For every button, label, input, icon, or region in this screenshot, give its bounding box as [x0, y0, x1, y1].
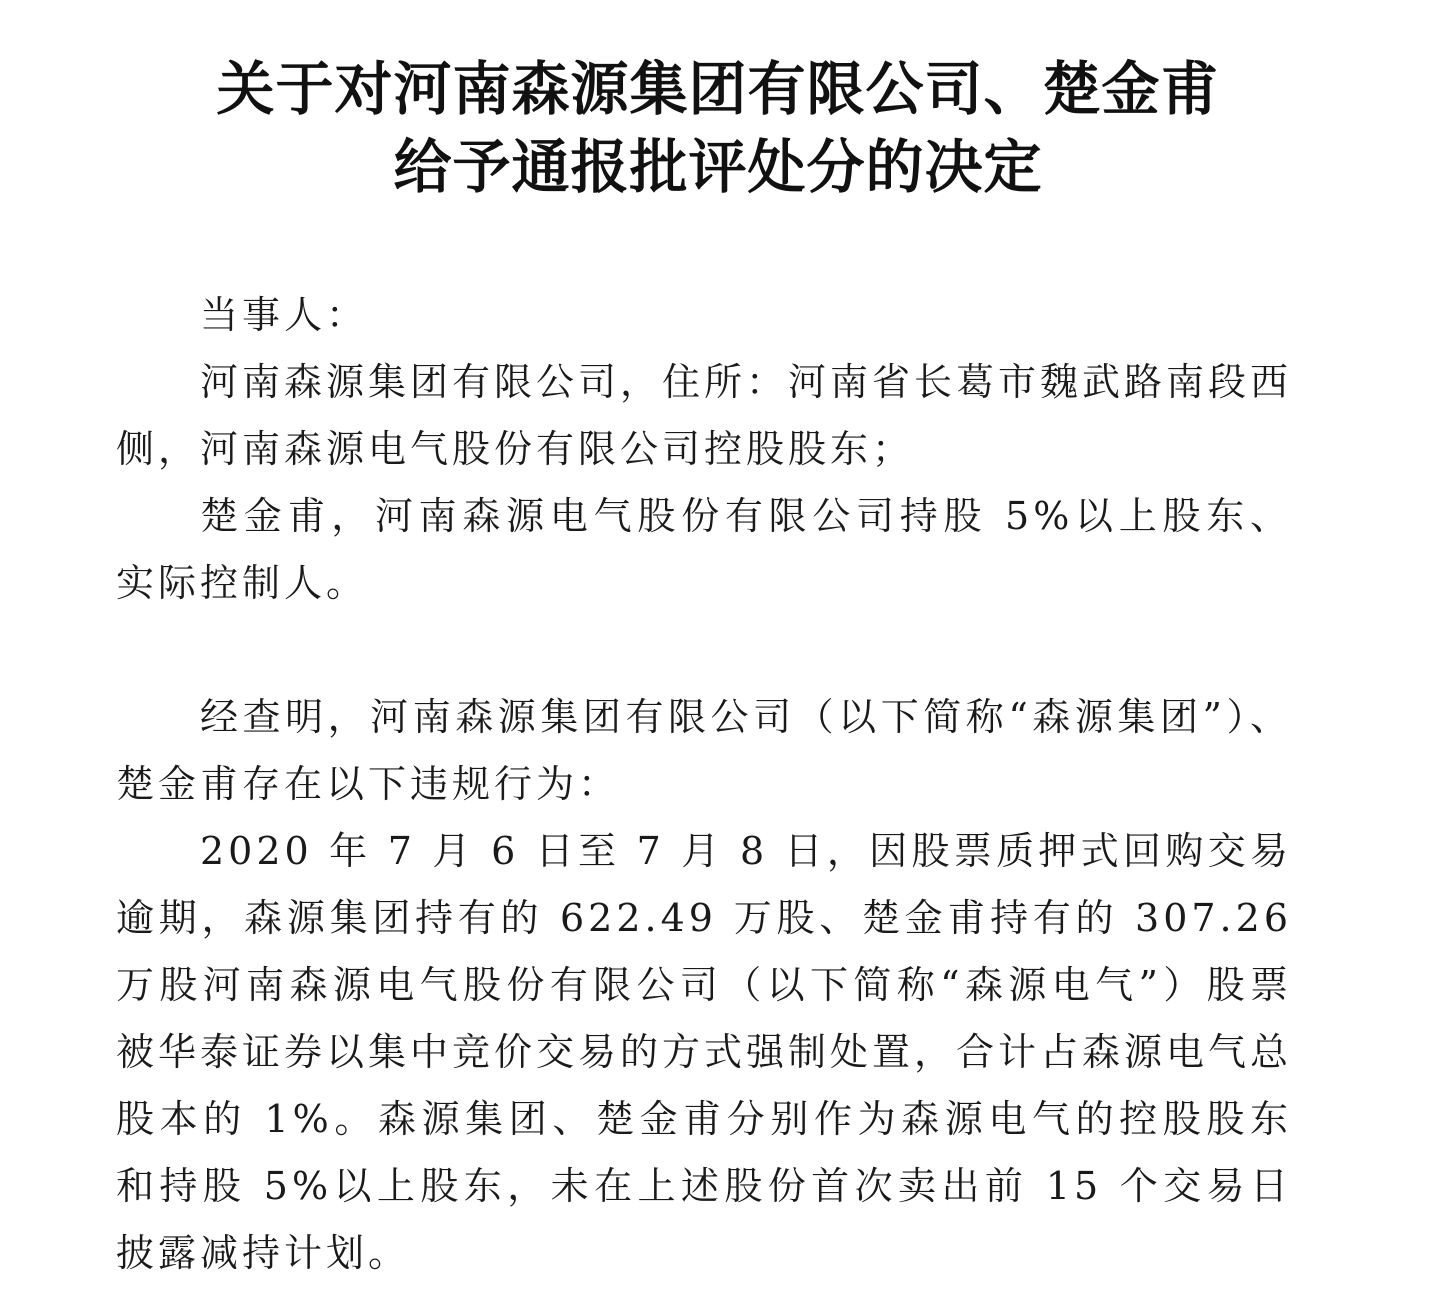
findings-intro: 经查明，河南森源集团有限公司（以下简称“森源集团”）、楚金甫存在以下违规行为：	[116, 695, 1292, 806]
title-line-1: 关于对河南森源集团有限公司、楚金甫	[216, 55, 1220, 123]
document-body	[116, 282, 1292, 1287]
title-line-2: 给予通报批评处分的决定	[393, 133, 1043, 201]
paragraph-spacer	[116, 617, 1292, 684]
party-company: 河南森源集团有限公司，住所：河南省长葛市魏武路南段西侧，河南森源电气股份有限公司控股股东；	[116, 360, 1293, 471]
document-title	[0, 0, 1436, 206]
party-heading: 当事人：	[200, 293, 369, 337]
party-person: 楚金甫，河南森源电气股份有限公司持股 5%以上股东、实际控制人。	[116, 494, 1292, 605]
findings-detail: 2020 年 7 月 6 日至 7 月 8 日，因股票质押式回购交易逾期，森源集团持有的 622.49 万股、楚金甫持有的 307.26 万股河南森源电气股份有限公司（以下简称“森源电气”）股票被华泰证券以集中竞价交易的方式强制处置，合计占森源电气总股本的 1%。森源集团、楚金甫分别作为森源电气的控股股东和持股 5%以上股东，未在上述股份首次卖出前 15 个交易日披露减持计划。	[116, 829, 1293, 1275]
